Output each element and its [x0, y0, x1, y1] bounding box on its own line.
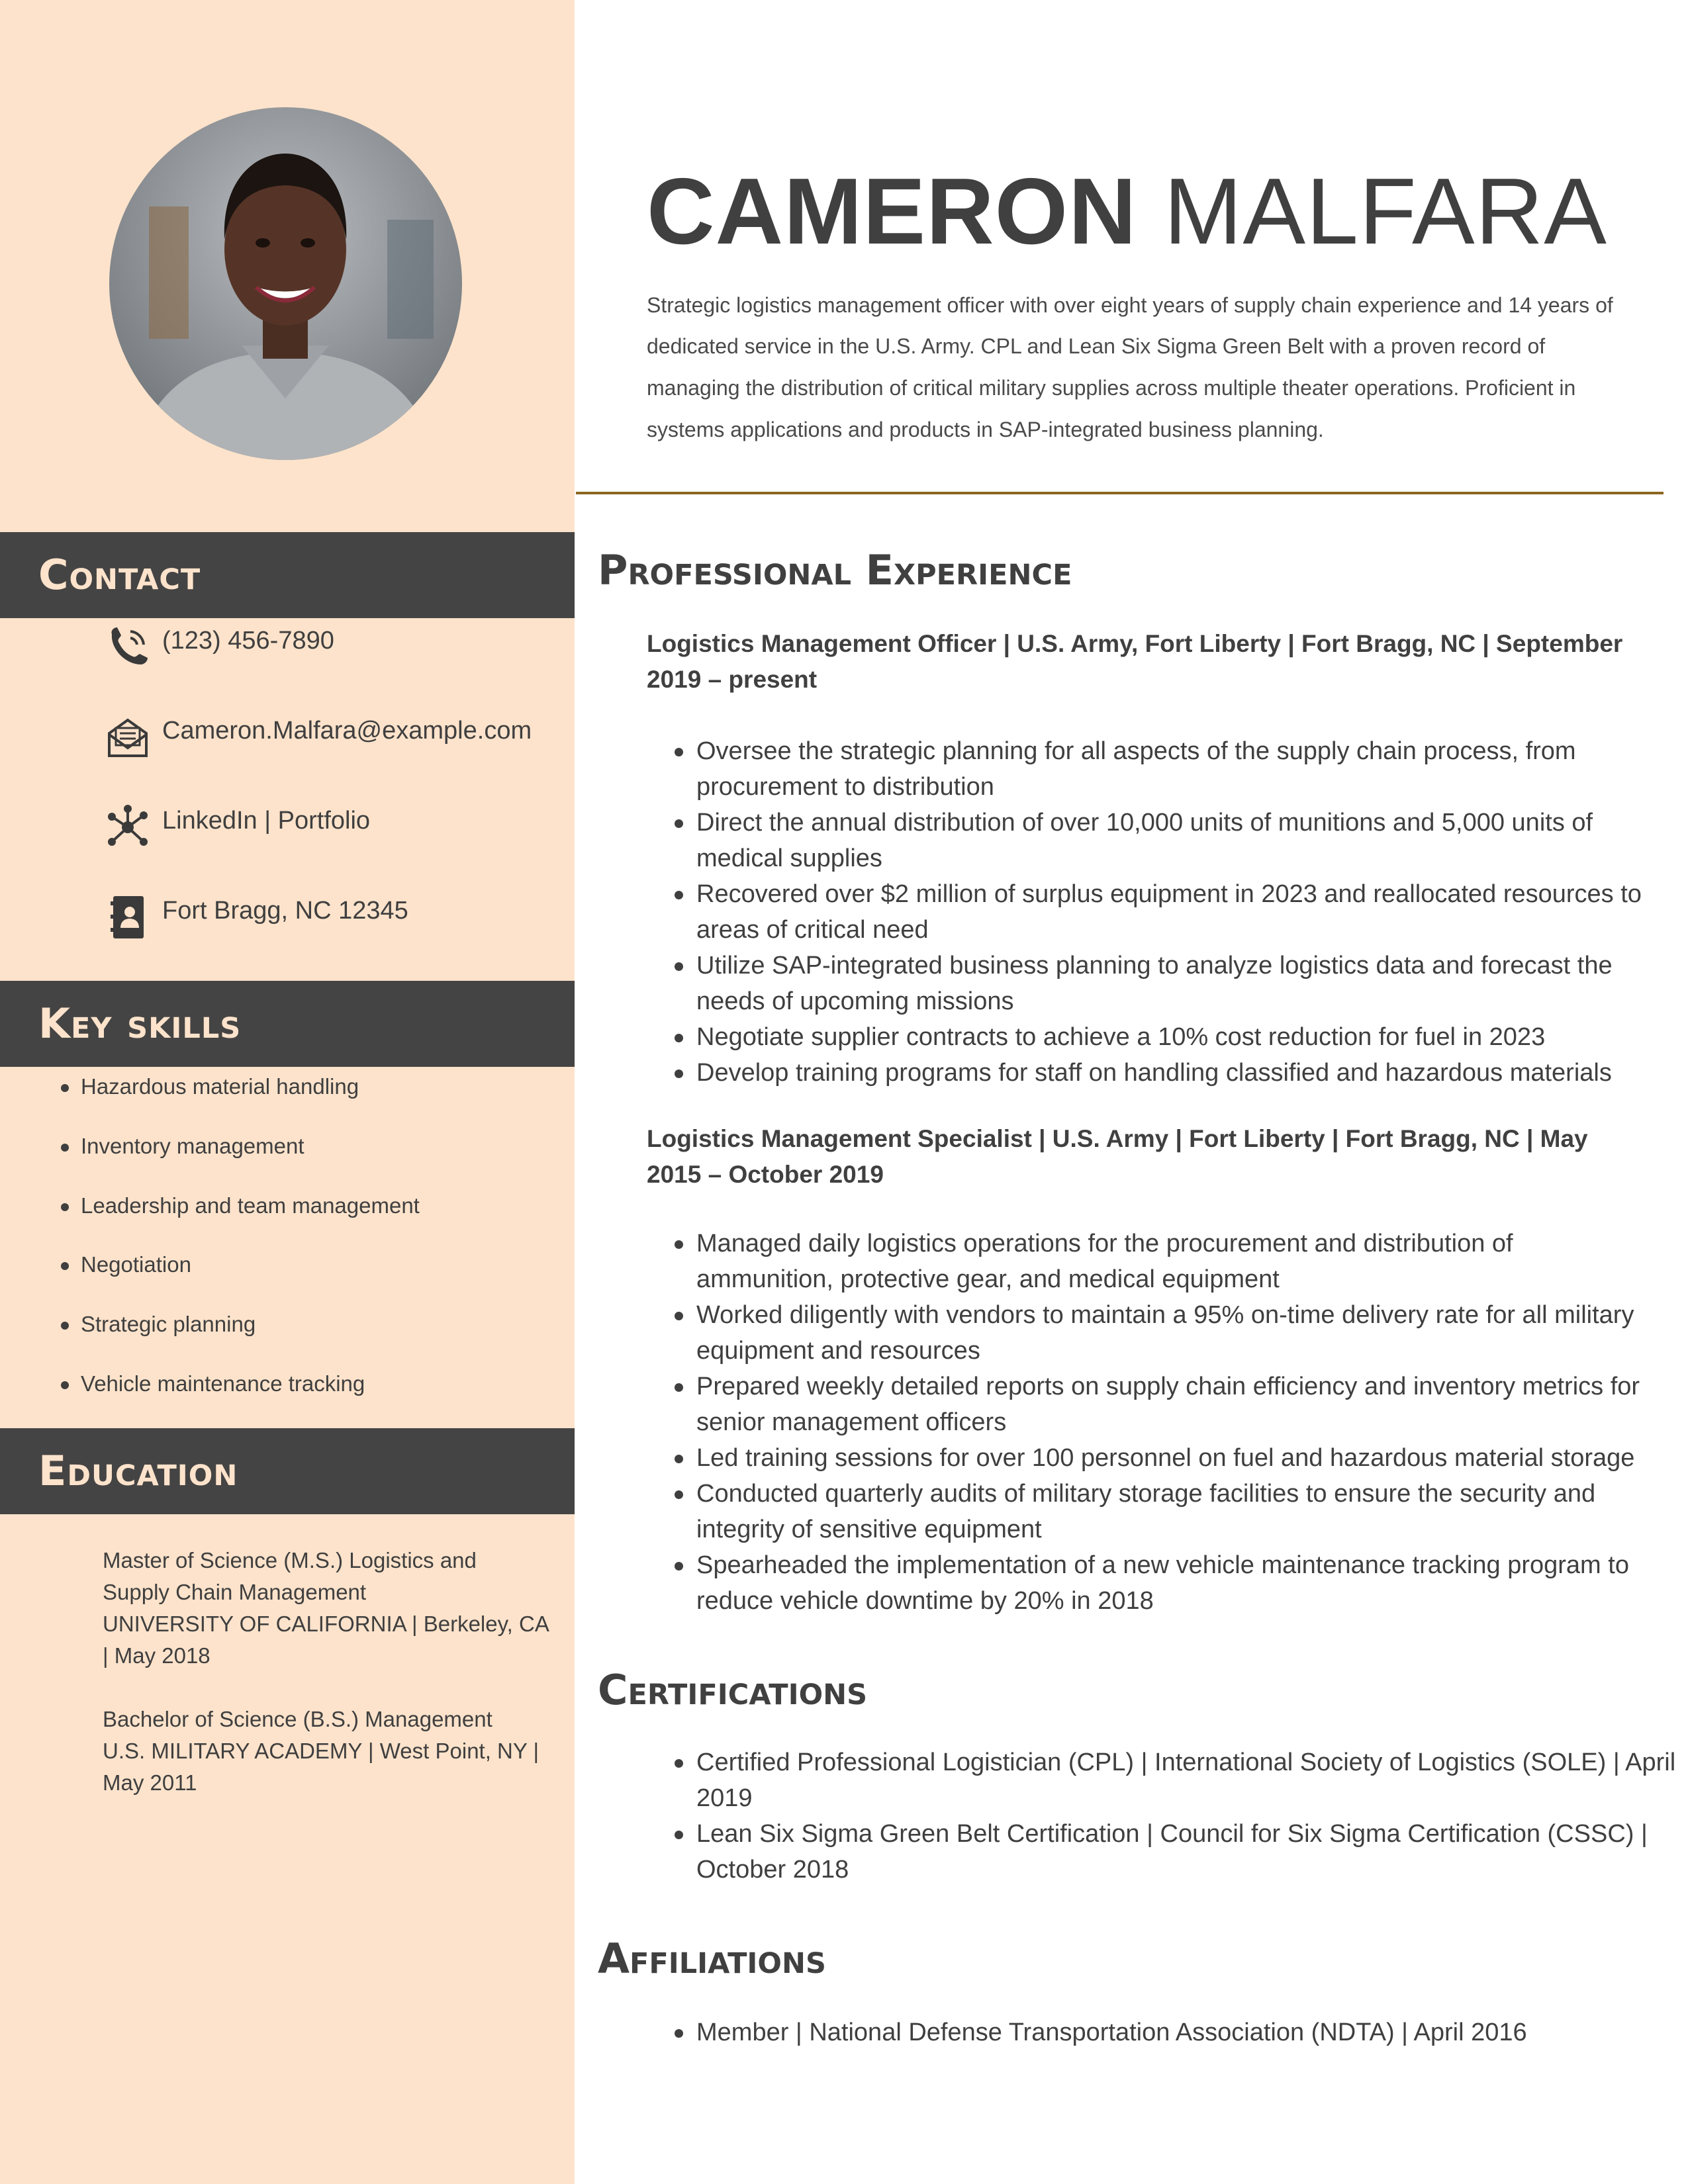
education-header	[0, 1428, 575, 1514]
certifications-title: Certifications	[598, 1666, 868, 1714]
job1-bullet-cont: areas of critical need	[696, 916, 929, 944]
links-text[interactable]: LinkedIn | Portfolio	[162, 807, 371, 835]
skill-item: Hazardous material handling	[81, 1071, 359, 1102]
address-text: Fort Bragg, NC 12345	[162, 897, 408, 925]
skill-item: Vehicle maintenance tracking	[81, 1369, 365, 1399]
job1-heading: 2019 – present	[647, 666, 818, 693]
edu-degree2-line: U.S. MILITARY ACADEMY | West Point, NY |	[103, 1739, 539, 1763]
job1-bullet: Utilize SAP-integrated business planning to analyze logistics data and forecast the	[696, 948, 1613, 983]
edu-degree1-line: Master of Science (M.S.) Logistics and	[103, 1548, 477, 1572]
contact-address	[103, 892, 566, 945]
summary-line: Strategic logistics management officer with over eight years of supply chain experience and 14 years of	[647, 293, 1613, 317]
edu-degree1-line: UNIVERSITY OF CALIFORNIA | Berkeley, CA	[103, 1612, 549, 1636]
job1-bullet: Direct the annual distribution of over 10,000 units of munitions and 5,000 units of	[696, 805, 1593, 841]
contact-email[interactable]	[103, 712, 566, 765]
contact-title: Contact	[38, 551, 201, 599]
job1-bullet-cont: procurement to distribution	[696, 773, 994, 801]
envelope-icon	[103, 712, 153, 762]
portrait-image	[109, 107, 462, 460]
summary-line: managing the distribution of critical military supplies across multiple theater operations. Proficient in	[647, 376, 1576, 400]
email-link[interactable]: Cameron.Malfara@example.com	[162, 717, 532, 745]
experience-title: Professional Experience	[598, 546, 1072, 594]
job2-bullet: Led training sessions for over 100 personnel on fuel and hazardous material storage	[696, 1440, 1634, 1476]
edu-degree1-line: Supply Chain Management	[103, 1580, 367, 1604]
skill-item: Inventory management	[81, 1131, 305, 1161]
edu-degree2-line: May 2011	[103, 1770, 197, 1795]
first-name: CAMERON	[647, 159, 1137, 264]
summary-line: dedicated service in the U.S. Army. CPL and Lean Six Sigma Green Belt with a proven record of	[647, 334, 1546, 358]
certification-item: Lean Six Sigma Green Belt Certification | Council for Six Sigma Certification (CSSC) |	[696, 1816, 1648, 1852]
contact-links[interactable]	[103, 802, 566, 855]
skill-item: Leadership and team management	[81, 1191, 420, 1221]
job2-bullet-cont: senior management officers	[696, 1408, 1007, 1436]
job1-bullet-cont: medical supplies	[696, 844, 882, 872]
certification-item: Certified Professional Logistician (CPL) | International Society of Logistics (SOLE) | April	[696, 1745, 1675, 1780]
job2-bullet-cont: ammunition, protective gear, and medical equipment	[696, 1265, 1280, 1293]
candidate-name	[647, 159, 1607, 265]
job2-bullet: Conducted quarterly audits of military storage facilities to ensure the security and	[696, 1476, 1595, 1512]
header-divider	[576, 492, 1664, 494]
job1-heading: Logistics Management Officer | U.S. Army, Fort Liberty | Fort Bragg, NC | September	[647, 630, 1623, 657]
address-book-icon	[103, 892, 153, 942]
job2-bullet: Prepared weekly detailed reports on supply chain efficiency and inventory metrics for	[696, 1369, 1640, 1404]
job2-bullet-cont: integrity of sensitive equipment	[696, 1516, 1042, 1543]
edu-degree1-line: | May 2018	[103, 1643, 211, 1668]
job2-bullet: Worked diligently with vendors to maintain a 95% on-time delivery rate for all military	[696, 1297, 1634, 1333]
contact-header	[0, 532, 575, 618]
job2-bullet: Managed daily logistics operations for the procurement and distribution of	[696, 1226, 1513, 1261]
skills-header	[0, 981, 575, 1067]
education-title: Education	[38, 1447, 238, 1495]
phone-text: (123) 456-7890	[162, 627, 334, 655]
affiliations-title: Affiliations	[598, 1934, 826, 1983]
skill-item: Strategic planning	[81, 1309, 256, 1340]
skills-title: Key skills	[38, 999, 242, 1048]
job1-bullet-cont: needs of upcoming missions	[696, 987, 1014, 1015]
job2-heading: Logistics Management Specialist | U.S. Army | Fort Liberty | Fort Bragg, NC | May	[647, 1125, 1588, 1152]
job2-bullet: Spearheaded the implementation of a new vehicle maintenance tracking program to	[696, 1547, 1629, 1583]
summary-line: systems applications and products in SAP-integrated business planning.	[647, 418, 1324, 441]
certification-item-cont: October 2018	[696, 1856, 849, 1884]
profile-photo	[109, 107, 462, 460]
contact-phone	[103, 622, 566, 675]
sidebar	[0, 0, 575, 2184]
job2-heading: 2015 – October 2019	[647, 1161, 884, 1188]
skill-item: Negotiation	[81, 1250, 191, 1280]
job2-bullet-cont: equipment and resources	[696, 1337, 980, 1365]
edu-degree2-line: Bachelor of Science (B.S.) Management	[103, 1707, 492, 1731]
network-icon	[103, 802, 153, 852]
job1-bullet: Negotiate supplier contracts to achieve a 10% cost reduction for fuel in 2023	[696, 1019, 1545, 1055]
job1-bullet: Recovered over $2 million of surplus equipment in 2023 and reallocated resources to	[696, 876, 1642, 912]
certification-item-cont: 2019	[696, 1784, 753, 1812]
job1-bullet: Oversee the strategic planning for all aspects of the supply chain process, from	[696, 733, 1576, 769]
job1-bullet: Develop training programs for staff on handling classified and hazardous materials	[696, 1055, 1612, 1091]
job2-bullet-cont: reduce vehicle downtime by 20% in 2018	[696, 1587, 1154, 1615]
phone-icon	[103, 622, 153, 672]
last-name: MALFARA	[1164, 159, 1607, 264]
affiliation-item: Member | National Defense Transportation Association (NDTA) | April 2016	[696, 2015, 1527, 2050]
